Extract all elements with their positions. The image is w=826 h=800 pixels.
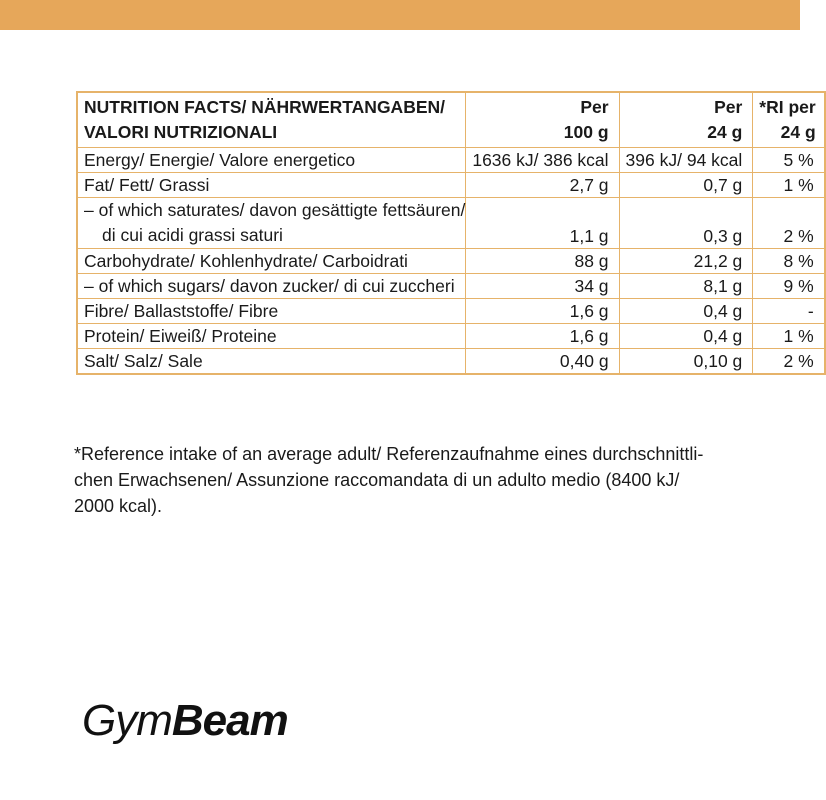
row-per-24g: 21,2 g	[619, 249, 753, 274]
row-label-line1: – of which saturates/ davon gesättigte fettsäuren/	[84, 200, 466, 220]
header-ri-line2: 24 g	[780, 122, 816, 142]
row-ri: 9 %	[753, 274, 825, 299]
table-row	[77, 324, 825, 349]
row-label: Energy/ Energie/ Valore energetico	[77, 148, 466, 173]
header-per-24g-line1: Per	[714, 97, 743, 117]
row-label-line2: di cui acidi grassi saturi	[102, 225, 283, 245]
row-per-100g: 34 g	[466, 274, 619, 299]
header-ri	[753, 92, 825, 148]
header-per-100g-line2: 100 g	[563, 122, 609, 142]
footnote-line1: *Reference intake of an average adult/ Referenzaufnahme eines durchschnittli-	[74, 444, 704, 464]
row-ri: 5 %	[753, 148, 825, 173]
header-label-line2: VALORI NUTRIZIONALI	[84, 122, 278, 142]
row-per-24g: 0,7 g	[619, 173, 753, 198]
row-per-24g: 396 kJ/ 94 kcal	[619, 148, 753, 173]
header-per-24g-line2: 24 g	[707, 122, 743, 142]
table-row	[77, 148, 825, 173]
gymbeam-logo	[82, 696, 288, 746]
row-per-100g: 2,7 g	[466, 173, 619, 198]
row-label: Fat/ Fett/ Grassi	[77, 173, 466, 198]
row-label: Salt/ Salz/ Sale	[77, 349, 466, 375]
row-per-100g: 1636 kJ/ 386 kcal	[466, 148, 619, 173]
row-label	[77, 198, 466, 249]
header-ri-line1: *RI per	[759, 97, 816, 117]
row-ri: 1 %	[753, 324, 825, 349]
row-label: Carbohydrate/ Kohlenhydrate/ Carboidrati	[77, 249, 466, 274]
table-row	[77, 249, 825, 274]
row-per-100g: 88 g	[466, 249, 619, 274]
table-row	[77, 274, 825, 299]
table-row	[77, 349, 825, 375]
row-per-24g: 8,1 g	[619, 274, 753, 299]
footnote-line3: 2000 kcal).	[74, 496, 163, 516]
table-row	[77, 173, 825, 198]
row-per-24g: 0,10 g	[619, 349, 753, 375]
header-per-24g	[619, 92, 753, 148]
row-ri: 2 %	[753, 198, 825, 249]
table-row	[77, 299, 825, 324]
reference-intake-footnote	[74, 441, 734, 519]
row-ri: 8 %	[753, 249, 825, 274]
header-label	[77, 92, 466, 148]
row-ri: 2 %	[753, 349, 825, 375]
row-ri: 1 %	[753, 173, 825, 198]
header-per-100g	[466, 92, 619, 148]
row-label: Fibre/ Ballaststoffe/ Fibre	[77, 299, 466, 324]
row-label: – of which sugars/ davon zucker/ di cui zuccheri	[77, 274, 466, 299]
row-per-100g: 0,40 g	[466, 349, 619, 375]
row-per-24g: 0,4 g	[619, 324, 753, 349]
row-per-24g: 0,4 g	[619, 299, 753, 324]
header-per-100g-line1: Per	[580, 97, 609, 117]
row-per-24g: 0,3 g	[619, 198, 753, 249]
row-per-100g: 1,6 g	[466, 299, 619, 324]
table-row	[77, 198, 825, 249]
row-ri: -	[753, 299, 825, 324]
top-accent-bar	[0, 0, 800, 30]
table-header-row	[77, 92, 825, 148]
row-per-100g: 1,6 g	[466, 324, 619, 349]
footnote-line2: chen Erwachsenen/ Assunzione raccomandata di un adulto medio (8400 kJ/	[74, 470, 680, 490]
nutrition-table	[76, 91, 826, 375]
row-label: Protein/ Eiweiß/ Proteine	[77, 324, 466, 349]
logo-part-gym: Gym	[82, 696, 172, 745]
row-per-100g: 1,1 g	[466, 198, 619, 249]
header-label-line1: NUTRITION FACTS/ NÄHRWERTANGABEN/	[84, 97, 446, 117]
logo-part-beam: Beam	[171, 696, 288, 745]
